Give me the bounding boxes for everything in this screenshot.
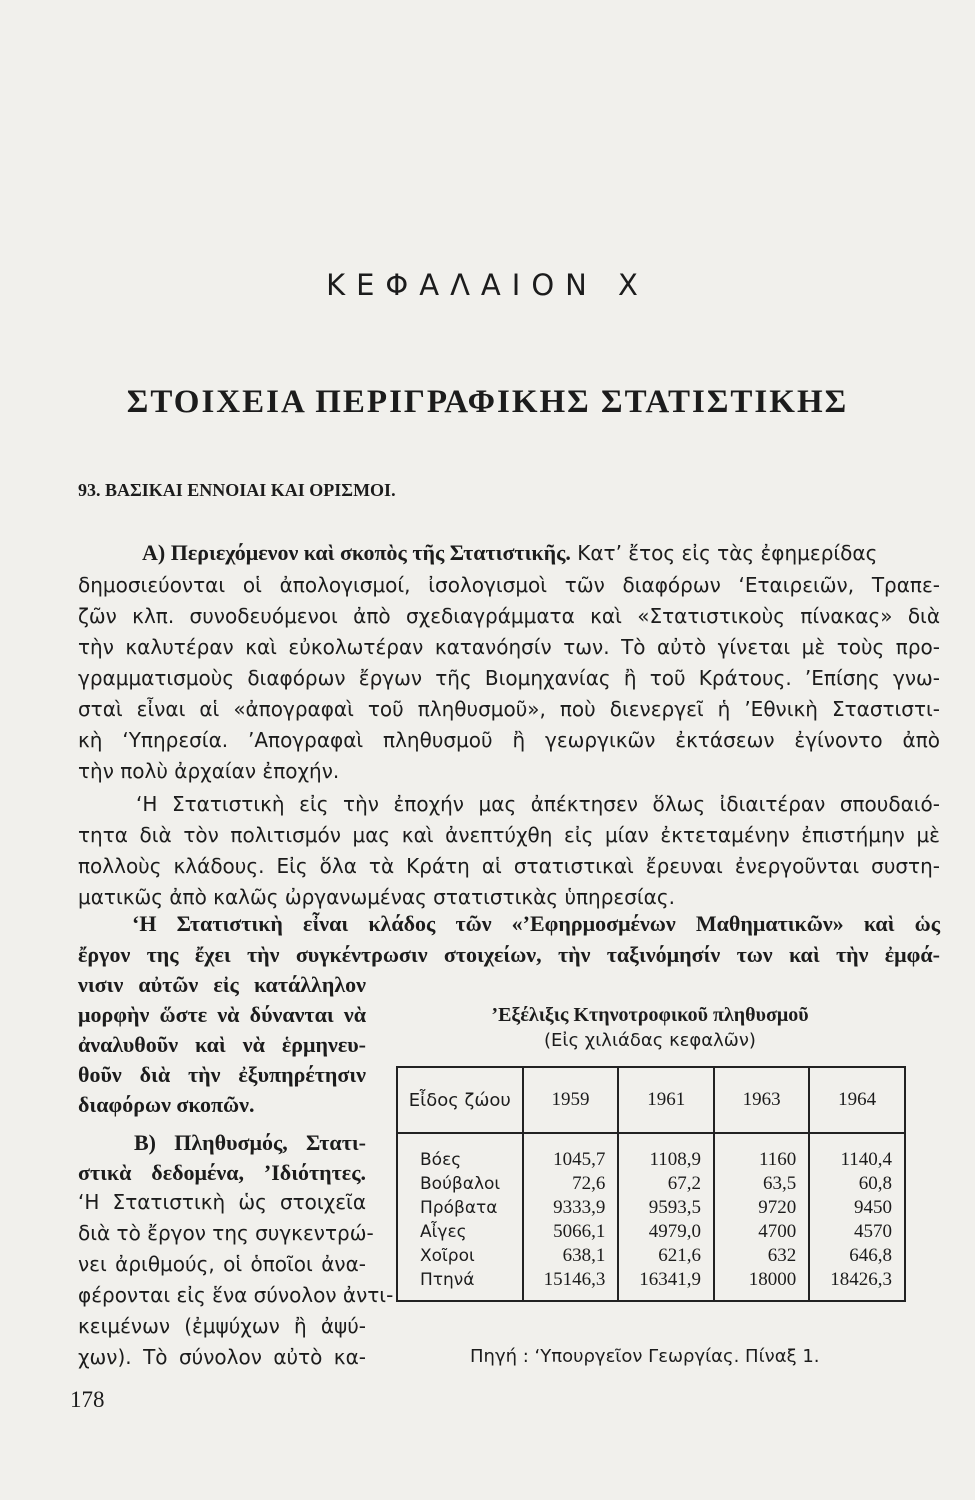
paragraph-a-line: δημοσιεύονται οἱ ἀπολογισμοί, ἰσολογισμοὶ τῶν διαφόρων ‘Εταιρειῶν, Τραπε- — [78, 573, 940, 597]
table-source: Πηγή : ‘Υπουργεῖον Γεωργίας. Πίναξ 1. — [470, 1346, 820, 1367]
table-title: ’Εξέλιξις Κτηνοτροφικοῦ πληθυσμοῦ — [491, 1004, 809, 1026]
table-header-cell: 1964 — [809, 1067, 905, 1133]
table-row — [397, 1268, 905, 1301]
livestock-table — [396, 1066, 906, 1302]
paragraph-b-line: ‘Η Στατιστικὴ εἰς τὴν ἐποχήν μας ἀπέκτησεν ὅλως ἰδιαιτέραν σπουδαιό- — [136, 792, 940, 816]
table-cell: 63,5 — [714, 1172, 809, 1196]
table-header-row — [397, 1067, 905, 1133]
chapter-heading: ΚΕΦΑΛΑΙΟΝ X — [326, 268, 649, 302]
table-row — [397, 1244, 905, 1268]
paragraph-d-line: νει ἀριθμούς, οἱ ὁποῖοι ἀνα- — [78, 1252, 366, 1276]
table-cell: 67,2 — [618, 1172, 714, 1196]
table-cell: 18000 — [714, 1268, 809, 1301]
table-cell: 9333,9 — [523, 1196, 619, 1220]
table-cell: Βούβαλοι — [397, 1172, 523, 1196]
paragraph-a-line: γραμματισμοὺς διαφόρων ἔργων τῆς Βιομηχανίας ἢ τοῦ Κράτους. ’Επίσης γνω- — [78, 666, 940, 690]
table-cell: 72,6 — [523, 1172, 619, 1196]
paragraph-b-line: ματικῶς ἀπὸ καλῶς ὠργανωμένας στατιστικὰς ὑπηρεσίας. — [78, 885, 675, 909]
table-cell: 646,8 — [809, 1244, 905, 1268]
paragraph-d-heading: Β) Πληθυσμός, Στατι- — [134, 1130, 366, 1155]
paragraph-c-line: διαφόρων σκοπῶν. — [78, 1092, 255, 1117]
paragraph-a-line: σταὶ εἶναι αἱ «ἀπογραφαὶ τοῦ πληθυσμοῦ», ποὺ διενεργεῖ ἡ ’Εθνικὴ Σταστιστι- — [78, 697, 940, 721]
table-cell: Αἶγες — [397, 1220, 523, 1244]
paragraph-a-first-line — [142, 540, 877, 566]
paragraph-a-line: τὴν καλυτέραν καὶ εὐκολωτέραν κατανόησίν των. Τὸ αὐτὸ γίνεται μὲ τοὺς προ- — [78, 635, 940, 659]
page-number: 178 — [70, 1387, 105, 1412]
paragraph-d-line: κειμένων (ἐμψύχων ἢ ἀψύ- — [78, 1314, 366, 1338]
table-header-cell: 1961 — [618, 1067, 714, 1133]
paragraph-c-line: μορφὴν ὥστε νὰ δύνανται νὰ — [78, 1002, 366, 1027]
paragraph-a-heading: Α) Περιεχόμενον καὶ σκοπὸς τῆς Στατιστικῆς. — [142, 540, 571, 565]
table-cell: 4570 — [809, 1220, 905, 1244]
paragraph-d-line: ‘Η Στατιστικὴ ὡς στοιχεῖα — [78, 1190, 366, 1214]
paragraph-a-line: τὴν πολὺ ἀρχαίαν ἐποχήν. — [78, 759, 340, 783]
paragraph-b-line: πολλοὺς κλάδους. Εἰς ὅλα τὰ Κράτη αἱ στατιστικαὶ ἔρευναι ἐνεργοῦνται συστη- — [78, 854, 940, 878]
table-cell: 9720 — [714, 1196, 809, 1220]
table-row — [397, 1196, 905, 1220]
paragraph-d-line: χων). Τὸ σύνολον αὐτὸ κα- — [78, 1345, 366, 1369]
table-cell: 1108,9 — [618, 1133, 714, 1172]
table-cell: 5066,1 — [523, 1220, 619, 1244]
table-cell: Χοῖροι — [397, 1244, 523, 1268]
chapter-title: ΣΤΟΙΧΕΙΑ ΠΕΡΙΓΡΑΦΙΚΗΣ ΣΤΑΤΙΣΤΙΚΗΣ — [126, 384, 849, 420]
table-row — [397, 1133, 905, 1172]
paragraph-d-line: φέρονται εἰς ἕνα σύνολον ἀντι- — [78, 1283, 394, 1307]
table-cell: 15146,3 — [523, 1268, 619, 1301]
table-cell: 1045,7 — [523, 1133, 619, 1172]
table-cell: Πτηνά — [397, 1268, 523, 1301]
table-row — [397, 1220, 905, 1244]
table-cell: 1160 — [714, 1133, 809, 1172]
table-cell: 18426,3 — [809, 1268, 905, 1301]
table-cell: 60,8 — [809, 1172, 905, 1196]
table-cell: 9450 — [809, 1196, 905, 1220]
table-cell: 9593,5 — [618, 1196, 714, 1220]
table-cell: Βόες — [397, 1133, 523, 1172]
table-cell: Πρόβατα — [397, 1196, 523, 1220]
paragraph-a-line: ζῶν κλπ. συνοδευόμενοι ἀπὸ σχεδιαγράμματα καὶ «Στατιστικοὺς πίνακας» διὰ — [78, 604, 940, 628]
table-cell: 638,1 — [523, 1244, 619, 1268]
table-header-cell: Εἶδος ζώου — [397, 1067, 523, 1133]
paragraph-d-heading: στικὰ δεδομένα, ’Ιδιότητες. — [78, 1160, 366, 1185]
paragraph-c-line: ‘Η Στατιστικὴ εἶναι κλάδος τῶν «’Εφηρμοσμένων Μαθηματικῶν» καὶ ὡς — [132, 911, 940, 936]
table-cell: 621,6 — [618, 1244, 714, 1268]
paragraph-c-line: θοῦν διὰ τὴν ἐξυπηρέτησιν — [78, 1062, 366, 1087]
table-cell: 16341,9 — [618, 1268, 714, 1301]
paragraph-c-line: ἀναλυθοῦν καὶ νὰ ἑρμηνευ- — [78, 1032, 366, 1057]
paragraph-c-line: νισιν αὐτῶν εἰς κατάλληλον — [78, 972, 366, 997]
table-cell: 632 — [714, 1244, 809, 1268]
section-heading: 93. ΒΑΣΙΚΑΙ ΕΝΝΟΙΑΙ ΚΑΙ ΟΡΙΣΜΟΙ. — [78, 480, 396, 500]
table-cell: 1140,4 — [809, 1133, 905, 1172]
paragraph-a-text: Κατ’ ἔτος εἰς τὰς ἐφημερίδας — [570, 541, 878, 565]
paragraph-a-line: κὴ ‘Υπηρεσία. ’Απογραφαὶ πληθυσμοῦ ἢ γεωργικῶν ἐκτάσεων ἐγίνοντο ἀπὸ — [78, 728, 940, 752]
table-row — [397, 1172, 905, 1196]
table-cell: 4979,0 — [618, 1220, 714, 1244]
table-header-cell: 1959 — [523, 1067, 619, 1133]
table-cell: 4700 — [714, 1220, 809, 1244]
table-subtitle: (Εἰς χιλιάδας κεφαλῶν) — [544, 1030, 756, 1051]
paragraph-c-line: ἔργον της ἔχει τὴν συγκέντρωσιν στοιχείων, τὴν ταξινόμησίν των καὶ τὴν ἐμφά- — [78, 942, 940, 967]
paragraph-b-line: τητα διὰ τὸν πολιτισμόν μας καὶ ἀνεπτύχθη εἰς μίαν ἐκτεταμένην ἐπιστήμην μὲ — [78, 823, 940, 847]
table-header-cell: 1963 — [714, 1067, 809, 1133]
paragraph-d-line: διὰ τὸ ἔργον της συγκεντρώ- — [78, 1221, 374, 1245]
